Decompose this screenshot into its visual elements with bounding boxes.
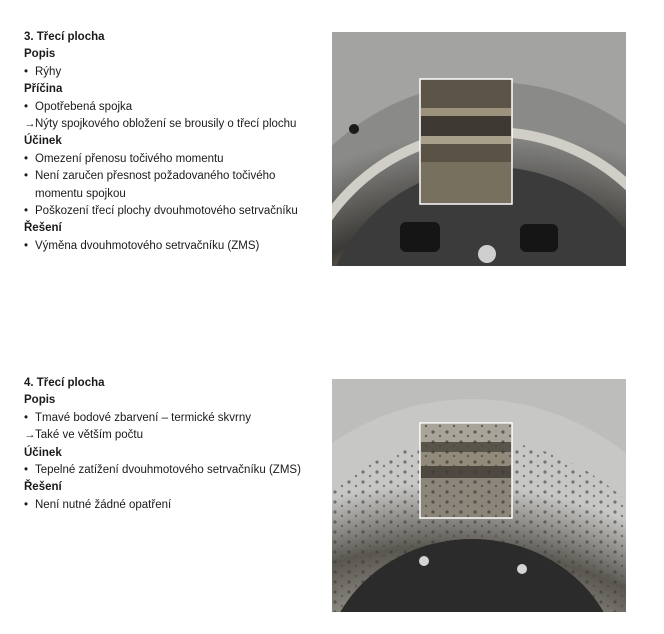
ucinek-label: Účinek — [24, 135, 62, 148]
arrow-note: → Nýty spojkového obložení se brousily o třecí plochu — [24, 116, 314, 133]
section-title: 3. Třecí plocha — [24, 31, 105, 43]
arrow-note: → Také ve větším počtu — [24, 427, 314, 444]
list-item: • Opotřebená spojka — [24, 100, 133, 113]
arrow-icon: → — [24, 429, 36, 442]
arrow-icon: → — [24, 118, 36, 131]
list-item: • Není zaručen přesnost požadovaného točivého momentu spojkou — [24, 170, 276, 200]
ucinek-label: Účinek — [24, 446, 62, 459]
list-item: • Poškození třecí plochy dvouhmotového setrvačníku — [24, 205, 298, 218]
list-item: • Omezení přenosu točivého momentu — [24, 152, 224, 165]
reseni-label: Řešení — [24, 222, 62, 235]
section-3-text — [24, 29, 314, 255]
popis-label: Popis — [24, 48, 56, 61]
flywheel-hotspots-photo — [332, 379, 626, 612]
popis-label: Popis — [24, 394, 56, 407]
list-item: • Není nutné žádné opatření — [24, 498, 172, 511]
reseni-label: Řešení — [24, 481, 62, 494]
flywheel-grooves-photo — [332, 32, 626, 266]
pricina-label: Příčina — [24, 83, 63, 96]
section-4-text — [24, 375, 314, 514]
list-item: • Rýhy — [24, 65, 62, 78]
list-item: • Tmavé bodové zbarvení – termické skvrny — [24, 411, 252, 424]
list-item: • Tepelné zatížení dvouhmotového setrvačníku (ZMS) — [24, 464, 301, 477]
list-item: • Výměna dvouhmotového setrvačníku (ZMS) — [24, 239, 260, 252]
section-title: 4. Třecí plocha — [24, 377, 105, 389]
